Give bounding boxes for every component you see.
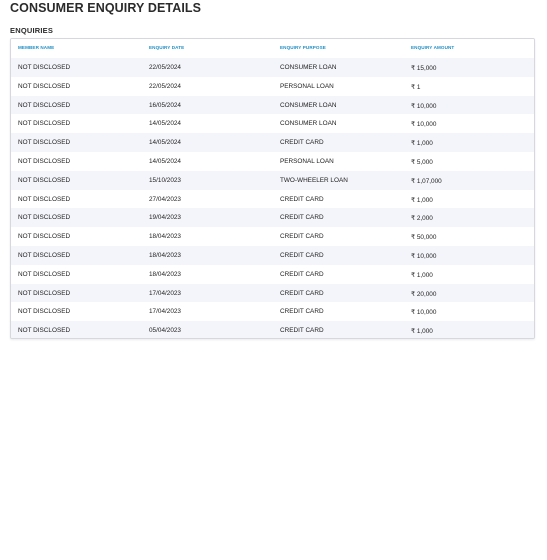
cell-enquiry-date: 05/04/2023 — [149, 327, 181, 335]
header-enquiry-date: ENQUIRY DATE — [149, 45, 185, 50]
table-row — [11, 171, 534, 190]
cell-enquiry-purpose: CONSUMER LOAN — [280, 101, 337, 109]
cell-enquiry-purpose: CREDIT CARD — [280, 289, 324, 297]
cell-enquiry-purpose: CREDIT CARD — [280, 139, 324, 147]
cell-member-name: NOT DISCLOSED — [18, 233, 71, 241]
cell-enquiry-purpose: CREDIT CARD — [280, 233, 324, 241]
cell-enquiry-amount: ₹ 20,000 — [411, 290, 437, 298]
cell-enquiry-date: 18/04/2023 — [149, 270, 181, 278]
cell-enquiry-date: 14/05/2024 — [149, 158, 181, 165]
cell-enquiry-date: 15/10/2023 — [149, 176, 181, 184]
table-header — [11, 39, 534, 59]
cell-enquiry-purpose: TWO-WHEELER LOAN — [280, 176, 348, 184]
cell-enquiry-date: 14/05/2024 — [149, 120, 181, 128]
cell-member-name: NOT DISCLOSED — [18, 308, 71, 316]
table-row — [11, 246, 534, 265]
cell-enquiry-date: 18/04/2023 — [149, 252, 181, 259]
table-row — [11, 265, 534, 284]
cell-enquiry-purpose: CONSUMER LOAN — [280, 120, 337, 128]
cell-enquiry-date: 14/05/2024 — [149, 139, 181, 147]
cell-member-name: NOT DISCLOSED — [18, 327, 71, 335]
cell-enquiry-date: 22/05/2024 — [149, 64, 181, 71]
cell-enquiry-purpose: PERSONAL LOAN — [280, 82, 334, 90]
cell-member-name: NOT DISCLOSED — [18, 82, 71, 90]
cell-member-name: NOT DISCLOSED — [18, 214, 71, 222]
cell-enquiry-amount: ₹ 1,07,000 — [411, 177, 442, 185]
header-enquiry-purpose: ENQUIRY PURPOSE — [280, 45, 326, 50]
cell-enquiry-purpose: CREDIT CARD — [280, 270, 324, 278]
cell-member-name: NOT DISCLOSED — [18, 289, 71, 297]
table-row — [11, 190, 534, 209]
cell-member-name: NOT DISCLOSED — [18, 139, 71, 147]
header-member-name: MEMBER NAME — [18, 45, 55, 50]
cell-enquiry-amount: ₹ 10,000 — [411, 102, 437, 110]
table-row — [11, 114, 534, 133]
cell-enquiry-amount: ₹ 1,000 — [411, 196, 433, 204]
table-row — [11, 96, 534, 115]
cell-enquiry-amount: ₹ 1,000 — [411, 140, 433, 148]
table-row — [11, 302, 534, 321]
table-row — [11, 321, 534, 339]
section-title-enquiries: ENQUIRIES — [10, 26, 54, 35]
cell-enquiry-date: 18/04/2023 — [149, 233, 181, 241]
cell-member-name: NOT DISCLOSED — [18, 101, 71, 109]
cell-enquiry-amount: ₹ 1 — [411, 83, 421, 91]
table-row — [11, 77, 534, 96]
enquiries-table — [10, 38, 535, 339]
cell-enquiry-amount: ₹ 5,000 — [411, 159, 433, 166]
cell-enquiry-purpose: CREDIT CARD — [280, 308, 324, 316]
table-row — [11, 58, 534, 77]
cell-enquiry-purpose: CREDIT CARD — [280, 214, 324, 222]
table-row — [11, 133, 534, 152]
cell-member-name: NOT DISCLOSED — [18, 176, 71, 184]
cell-member-name: NOT DISCLOSED — [18, 270, 71, 278]
cell-enquiry-amount: ₹ 1,000 — [411, 328, 433, 336]
cell-enquiry-amount: ₹ 10,000 — [411, 309, 437, 317]
cell-enquiry-amount: ₹ 2,000 — [411, 215, 433, 223]
table-row — [11, 227, 534, 246]
cell-enquiry-amount: ₹ 10,000 — [411, 253, 437, 260]
table-row — [11, 284, 534, 303]
cell-enquiry-amount: ₹ 1,000 — [411, 271, 433, 279]
cell-enquiry-date: 16/05/2024 — [149, 101, 181, 109]
cell-member-name: NOT DISCLOSED — [18, 252, 71, 259]
cell-enquiry-purpose: PERSONAL LOAN — [280, 158, 334, 165]
cell-enquiry-date: 19/04/2023 — [149, 214, 181, 222]
header-enquiry-amount: ENQUIRY AMOUNT — [411, 45, 455, 50]
cell-enquiry-amount: ₹ 15,000 — [411, 65, 437, 72]
cell-enquiry-date: 22/05/2024 — [149, 82, 181, 90]
cell-enquiry-purpose: CREDIT CARD — [280, 195, 324, 203]
cell-enquiry-amount: ₹ 50,000 — [411, 234, 437, 242]
table-row — [11, 208, 534, 227]
cell-enquiry-purpose: CREDIT CARD — [280, 327, 324, 335]
cell-enquiry-date: 17/04/2023 — [149, 289, 181, 297]
cell-member-name: NOT DISCLOSED — [18, 195, 71, 203]
cell-enquiry-purpose: CONSUMER LOAN — [280, 64, 337, 71]
cell-member-name: NOT DISCLOSED — [18, 158, 71, 165]
cell-member-name: NOT DISCLOSED — [18, 120, 71, 128]
table-row — [11, 152, 534, 171]
cell-enquiry-amount: ₹ 10,000 — [411, 121, 437, 129]
cell-enquiry-date: 27/04/2023 — [149, 195, 181, 203]
page-title: CONSUMER ENQUIRY DETAILS — [10, 1, 202, 15]
cell-enquiry-date: 17/04/2023 — [149, 308, 181, 316]
cell-member-name: NOT DISCLOSED — [18, 64, 71, 71]
cell-enquiry-purpose: CREDIT CARD — [280, 252, 324, 259]
